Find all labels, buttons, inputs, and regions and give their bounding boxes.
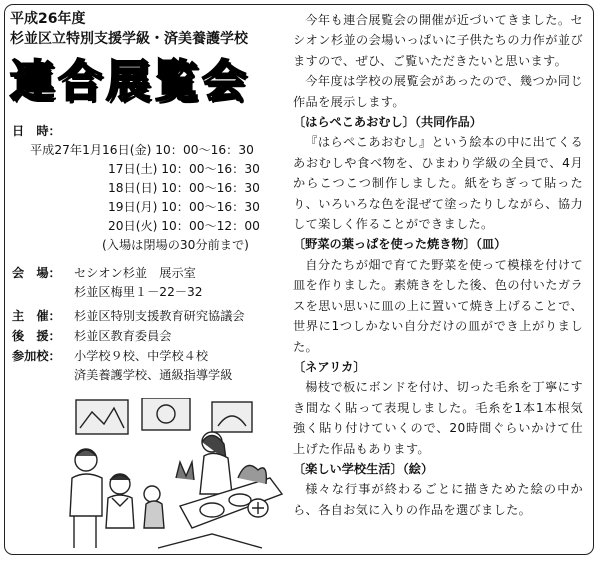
dates-label: 日 時：: [12, 124, 61, 138]
venue-name: セシオン杉並 展示室: [74, 266, 196, 280]
schools-label: 参加校：: [12, 349, 61, 363]
date-row: [108, 217, 260, 236]
schools-text: 小学校９校、中学校４校: [74, 349, 209, 363]
section-heading: 〔野菜の葉っぱを使った焼き物〕（皿）: [293, 237, 507, 252]
time-text: 10：00～12：00: [161, 219, 260, 233]
time-text: 10：00～16：30: [161, 162, 260, 176]
fiscal-year: 平成26年度: [10, 11, 86, 27]
venue-address: 杉並区梅里１－22－32: [74, 285, 203, 299]
date-row: [30, 141, 254, 160]
schools-text-2: 済美養護学校、通級指導学級: [74, 368, 233, 382]
organizing-schools: 杉並区立特別支援学級・済美養護学校: [10, 31, 248, 47]
section-heading: 〔はらぺこあおむし〕（共同作品）: [293, 115, 482, 130]
article-column: [293, 10, 583, 550]
date-text: 20日(火): [108, 219, 158, 233]
intro-paragraph: 今年も連合展覧会の開催が近づいてきました。セシオン杉並の会場いっぱいに子供たちの力作が並びますので、ぜひ、ご覧いただきたいと思います。: [293, 13, 583, 68]
intro-paragraph: 今年度は学校の展覧会があったので、幾つか同じ作品を展示します。: [293, 74, 583, 109]
time-text: 10：00～16：30: [161, 200, 260, 214]
date-row: [108, 179, 260, 198]
date-text: 18日(日): [108, 181, 158, 195]
section-body: 『はらぺこあおむし』という絵本の中に出てくるあおむしや食べ物を、ひまわり学級の全員で、4月からこつこつ制作しました。紙をちぎって貼ったり、いろいろな色を混ぜて塗ったりしながら、協力して楽しく作ることができました。: [293, 135, 583, 232]
date-text: 平成27年1月16日(金): [30, 143, 152, 157]
exhibition-illustration: [62, 398, 284, 550]
support-name: 杉並区教育委員会: [74, 329, 172, 343]
event-info-column: [10, 10, 278, 550]
section-body: 様々な行事が終わるごとに描きためた絵の中から、各自お気に入りの作品を選びました。: [293, 482, 583, 517]
date-text: 17日(土): [108, 162, 158, 176]
section-heading: 〔楽しい学校生活〕（絵）: [293, 461, 434, 476]
section-body: 自分たちが畑で育てた野菜を使って模様を付けて皿を作りました。素焼きをした後、色の付いたガラスを思い思いに皿の上に置いて焼き上げることで、世界に1つしかない自分だけの皿ができ上がりました。: [293, 257, 583, 354]
date-text: 19日(月): [108, 200, 158, 214]
date-row: [108, 198, 260, 217]
support-label: 後 援：: [12, 329, 61, 343]
organizer-row: [12, 307, 245, 326]
section-heading: 〔ネアリカ〕: [293, 359, 366, 374]
page-title: 連合展覧会: [10, 56, 250, 107]
support-row: [12, 327, 172, 346]
organizer-label: 主 催：: [12, 309, 61, 323]
entry-note: (入場は閉場の30分前まで): [102, 238, 249, 252]
organizer-name: 杉並区特別支援教育研究協議会: [74, 309, 245, 323]
time-text: 10：00～16：30: [155, 143, 254, 157]
venue-label: 会 場：: [12, 266, 61, 280]
venue-row: [12, 264, 196, 283]
time-text: 10：00～16：30: [161, 181, 260, 195]
section-body: 楊枝で板にボンドを付け、切った毛糸を丁寧にすき間なく貼って表現しました。毛糸を1本1本根気強く貼り付けていくので、20時間ぐらいかけて仕上げた作品もあります。: [293, 380, 583, 456]
date-row: [108, 160, 260, 179]
schools-row: [12, 347, 208, 366]
